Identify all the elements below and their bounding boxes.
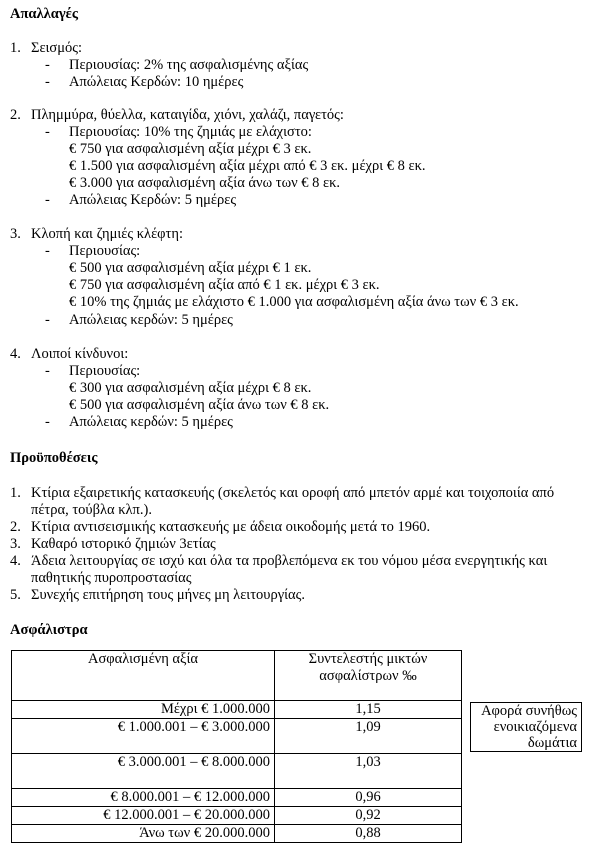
dash-bullet: -	[45, 363, 50, 379]
condition-3-number: 3.	[10, 536, 21, 552]
dash-bullet: -	[45, 192, 50, 208]
exclusion-4-title: Λοιποί κίνδυνοι:	[31, 346, 129, 362]
condition-4-line-1: Άδεια λειτουργίας σε ισχύ και όλα τα προβλεπόμενα εκ του νόμου μέσα ενεργητικής και	[31, 553, 548, 569]
dash-bullet: -	[45, 414, 50, 430]
table-row	[12, 754, 462, 789]
table-header-row	[12, 651, 462, 701]
condition-4-line-2: παθητικής πυροπροστασίας	[31, 570, 192, 586]
note-line-3: δωμάτια	[527, 735, 577, 751]
exclusion-4-line-2: € 300 για ασφαλισμένη αξία μέχρι € 8 εκ.	[69, 380, 312, 396]
exclusions-heading: Απαλλαγές	[10, 6, 78, 22]
exclusion-2-line-3: € 1.500 για ασφαλισμένη αξία μέχρι από € 3 εκ. μέχρι € 8 εκ.	[69, 158, 426, 174]
rate-cell: 0,96	[275, 789, 462, 807]
rate-cell: 0,88	[275, 825, 462, 843]
exclusion-2-number: 2.	[10, 107, 21, 123]
insured-value-cell: Άνω των € 20.000.000	[12, 825, 275, 843]
exclusion-3-line-4: € 10% της ζημιάς με ελάχιστο € 1.000 για ασφαλισμένη αξία άνω των € 3 εκ.	[69, 294, 519, 310]
condition-3-line-1: Καθαρό ιστορικό ζημιών 3ετίας	[31, 536, 216, 552]
table-row	[12, 719, 462, 754]
condition-2-line-1: Κτίρια αντισεισμικής κατασκευής με άδεια οικοδομής μετά το 1960.	[31, 519, 431, 535]
insured-value-cell: € 3.000.001 – € 8.000.000	[12, 754, 275, 789]
exclusion-1-line-2: Απώλειας Κερδών: 10 ημέρες	[69, 74, 244, 90]
insured-value-header-text: Ασφαλισμένη αξία	[87, 651, 198, 667]
exclusion-3-line-3: € 750 για ασφαλισμένη αξία από € 1 εκ. μέχρι € 3 εκ.	[69, 277, 380, 293]
exclusion-3-line-5: Απώλειας κερδών: 5 ημέρες	[69, 312, 233, 328]
table-row	[12, 701, 462, 719]
exclusion-2-line-5: Απώλειας Κερδών: 5 ημέρες	[69, 192, 237, 208]
exclusion-4-line-1: Περιουσίας:	[69, 363, 141, 379]
rate-cell: 1,09	[275, 719, 462, 754]
insured-value-cell: € 8.000.001 – € 12.000.000	[12, 789, 275, 807]
condition-4-number: 4.	[10, 553, 21, 569]
conditions-heading: Προϋποθέσεις	[10, 450, 98, 466]
exclusion-2-title: Πλημμύρα, θύελλα, καταιγίδα, χιόνι, χαλάζι, παγετός:	[31, 107, 344, 123]
exclusion-3-number: 3.	[10, 226, 21, 242]
exclusion-3-title: Κλοπή και ζημιές κλέφτη:	[31, 226, 183, 242]
condition-1-line-1: Κτίρια εξαιρετικής κατασκευής (σκελετός και οροφή από μπετόν αρμέ και τοιχοποιία από	[31, 485, 555, 501]
condition-5-number: 5.	[10, 587, 21, 603]
note-line-2: ενοικιαζόμενα	[493, 719, 577, 735]
table-row	[12, 789, 462, 807]
exclusion-1-number: 1.	[10, 40, 21, 56]
table-row	[12, 807, 462, 825]
rate-cell: 1,15	[275, 701, 462, 719]
condition-1-line-2: πέτρα, τούβλα κλπ.).	[31, 502, 152, 518]
rate-header	[275, 651, 462, 701]
premiums-heading: Ασφάλιστρα	[10, 622, 88, 638]
exclusion-1-line-1: Περιουσίας: 2% της ασφαλισμένης αξίας	[69, 57, 309, 73]
exclusion-4-line-4: Απώλειας κερδών: 5 ημέρες	[69, 414, 233, 430]
dash-bullet: -	[45, 74, 50, 90]
exclusion-2-line-1: Περιουσίας: 10% της ζημιάς με ελάχιστο:	[69, 124, 312, 140]
premium-rates-table	[11, 650, 462, 843]
table-row	[12, 825, 462, 843]
dash-bullet: -	[45, 124, 50, 140]
dash-bullet: -	[45, 312, 50, 328]
exclusion-1-title: Σεισμός:	[31, 40, 83, 56]
rate-header-line-1: Συντελεστής μικτών	[308, 651, 428, 667]
dash-bullet: -	[45, 57, 50, 73]
exclusion-4-number: 4.	[10, 346, 21, 362]
rate-cell: 0,92	[275, 807, 462, 825]
insured-value-cell: € 1.000.001 – € 3.000.000	[12, 719, 275, 754]
exclusion-2-line-2: € 750 για ασφαλισμένη αξία μέχρι € 3 εκ.	[69, 141, 312, 157]
condition-2-number: 2.	[10, 519, 21, 535]
exclusion-3-line-1: Περιουσίας:	[69, 243, 141, 259]
condition-1-number: 1.	[10, 485, 21, 501]
exclusion-2-line-4: € 3.000 για ασφαλισμένη αξία άνω των € 8 εκ.	[69, 175, 341, 191]
note-line-1: Αφορά συνήθως	[481, 703, 577, 719]
insured-value-header	[12, 651, 275, 701]
rate-header-line-2: ασφαλίστρων ‰	[319, 668, 417, 684]
condition-5-line-1: Συνεχής επιτήρηση τους μήνες μη λειτουργίας.	[31, 587, 305, 603]
rooms-note-box	[470, 702, 582, 752]
insured-value-cell: € 12.000.001 – € 20.000.000	[12, 807, 275, 825]
rate-cell: 1,03	[275, 754, 462, 789]
exclusion-4-line-3: € 500 για ασφαλισμένη αξία άνω των € 8 εκ.	[69, 397, 330, 413]
exclusion-3-line-2: € 500 για ασφαλισμένη αξία μέχρι € 1 εκ.	[69, 260, 312, 276]
dash-bullet: -	[45, 243, 50, 259]
insured-value-cell: Μέχρι € 1.000.000	[12, 701, 275, 719]
